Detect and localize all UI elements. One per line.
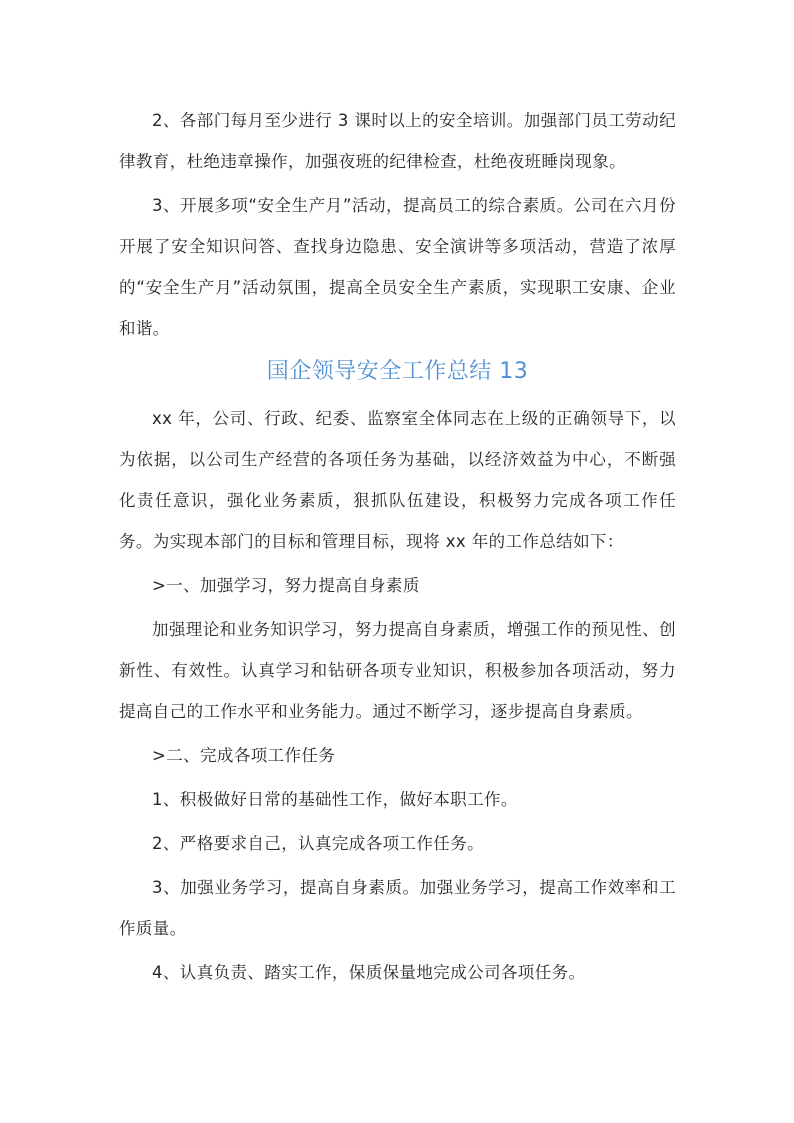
paragraph-training: 2、各部门每月至少进行 3 课时以上的安全培训。加强部门员工劳动纪律教育，杜绝违章操作，加强夜班的纪律检查，杜绝夜班睡岗现象。: [119, 111, 676, 171]
list-item-strict-requirements: 2、严格要求自己，认真完成各项工作任务。: [152, 834, 484, 853]
list-item-basic-work: 1、积极做好日常的基础性工作，做好本职工作。: [152, 790, 518, 809]
paragraph-safety-month: 3、开展多项“安全生产月”活动，提高员工的综合素质。公司在六月份开展了安全知识问答、查找身边隐患、安全演讲等多项活动，营造了浓厚的“安全生产月”活动氛围，提高全员安全生产素质，实现职工安康、企业和谐。: [119, 196, 676, 338]
subheading-study: >一、加强学习，努力提高自身素质: [152, 576, 420, 595]
paragraph-study: 加强理论和业务知识学习，努力提高自身素质，增强工作的预见性、创新性、有效性。认真学习和钻研各项专业知识，积极参加各项活动，努力提高自己的工作水平和业务能力。通过不断学习，逐步提高自身素质。: [119, 620, 676, 721]
subheading-tasks: >二、完成各项工作任务: [152, 746, 336, 765]
section-title: 国企领导安全工作总结 13: [266, 359, 529, 384]
list-item-business-study: 3、加强业务学习，提高自身素质。加强业务学习，提高工作效率和工作质量。: [119, 878, 676, 938]
paragraph-summary-intro: xx 年，公司、行政、纪委、监察室全体同志在上级的正确领导下，以为依据，以公司生产经营的各项任务为基础，以经济效益为中心，不断强化责任意识，强化业务素质，狠抓队伍建设，积极努力完成各项工作任务。为实现本部门的目标和管理目标，现将 xx 年的工作总结如下：: [119, 409, 676, 551]
document-content: [119, 100, 676, 993]
list-item-responsible-work: 4、认真负责、踏实工作，保质保量地完成公司各项任务。: [152, 963, 586, 982]
